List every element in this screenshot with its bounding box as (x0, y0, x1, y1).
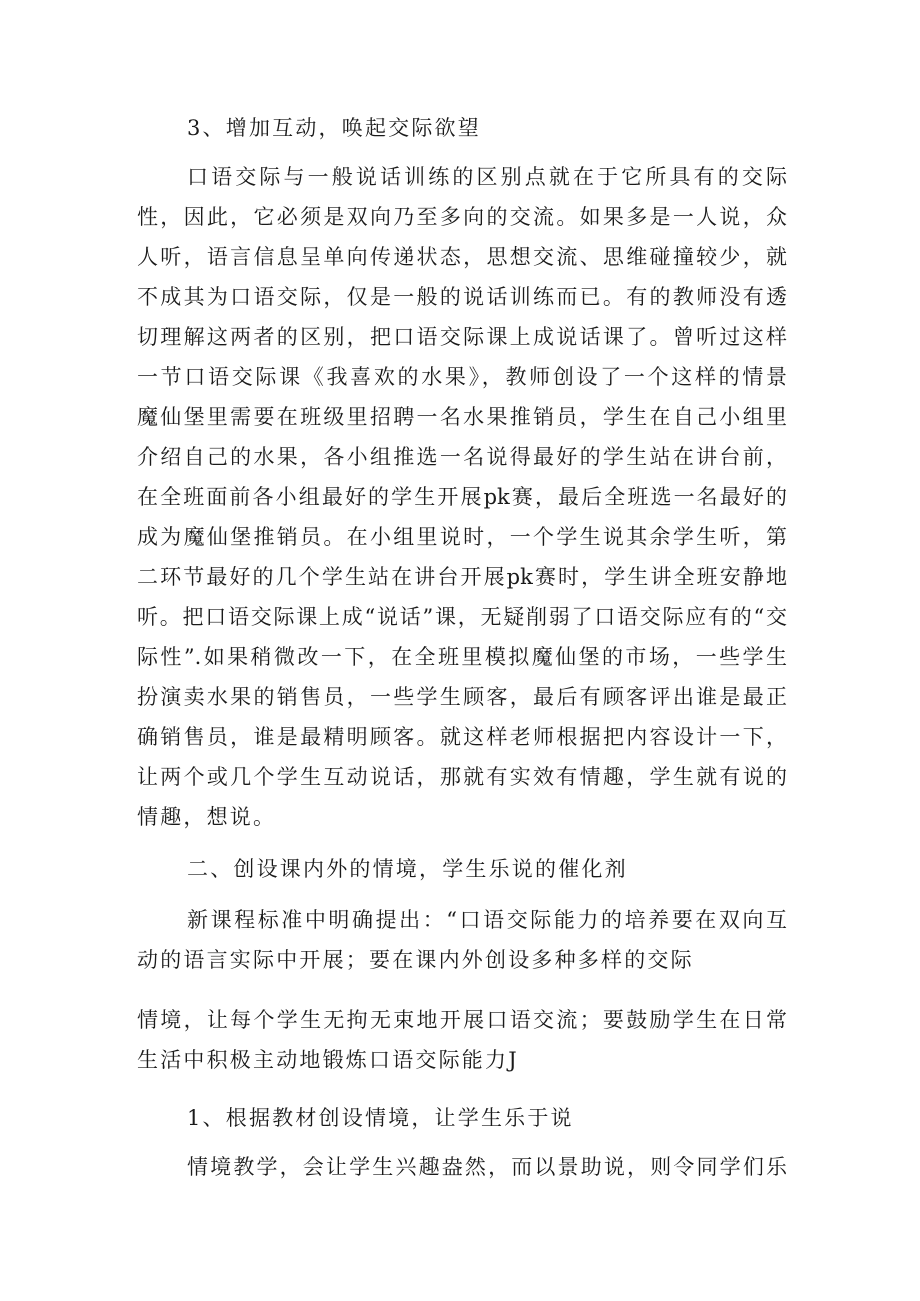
paragraph-line: 不成其为口语交际，仅是一般的说话训练而已。有的教师没有透 (137, 285, 787, 309)
paragraph-line: 切理解这两者的区别，把口语交际课上成说话课了。曾听过这样 (137, 325, 787, 349)
section-heading: 3、增加互动，唤起交际欲望 (187, 116, 481, 140)
paragraph-line: 魔仙堡里需要在班级里招聘一名水果推销员，学生在自己小组里 (137, 405, 787, 429)
paragraph-line: 在全班面前各小组最好的学生开展pk赛，最后全班选一名最好的 (137, 485, 787, 509)
paragraph-line: 际性”.如果稍微改一下，在全班里模拟魔仙堡的市场，一些学生 (137, 645, 787, 669)
paragraph-line: 让两个或几个学生互动说话，那就有实效有情趣，学生就有说的 (137, 765, 787, 789)
paragraph-line: 新课程标准中明确提出：“口语交际能力的培养要在双向互 (187, 908, 787, 932)
paragraph-line: 情境，让每个学生无拘无束地开展口语交流；要鼓励学生在日常 (137, 1008, 787, 1032)
paragraph-line: 人听，语言信息呈单向传递状态，思想交流、思维碰撞较少，就 (137, 245, 787, 269)
section-heading: 1、根据教材创设情境，让学生乐于说 (187, 1106, 574, 1130)
paragraph-line: 情趣，想说。 (137, 805, 277, 829)
paragraph-line: 二环节最好的几个学生站在讲台开展pk赛时，学生讲全班安静地 (137, 565, 787, 589)
paragraph-line: 介绍自己的水果，各小组推选一名说得最好的学生站在讲台前， (137, 445, 787, 469)
paragraph-line: 确销售员，谁是最精明顾客。就这样老师根据把内容设计一下， (137, 725, 787, 749)
paragraph-line: 性，因此，它必须是双向乃至多向的交流。如果多是一人说，众 (137, 205, 787, 229)
paragraph-line: 成为魔仙堡推销员。在小组里说时，一个学生说其余学生听，第 (137, 525, 787, 549)
paragraph-line: 动的语言实际中开展；要在课内外创设多种多样的交际 (137, 948, 694, 972)
paragraph-line: 一节口语交际课《我喜欢的水果》，教师创设了一个这样的情景 (137, 365, 787, 389)
paragraph-line: 情境教学，会让学生兴趣盎然，而以景助说，则令同学们乐 (187, 1155, 787, 1179)
paragraph-line: 口语交际与一般说话训练的区别点就在于它所具有的交际 (187, 165, 787, 189)
paragraph-line: 听。把口语交际课上成“说话”课，无疑削弱了口语交际应有的“交 (137, 605, 787, 629)
paragraph-line: 生活中积极主动地锻炼口语交际能力J (137, 1048, 519, 1072)
paragraph-line: 扮演卖水果的销售员，一些学生顾客，最后有顾客评出谁是最正 (137, 685, 787, 709)
section-heading: 二、创设课内外的情境，学生乐说的催化剂 (187, 857, 628, 881)
